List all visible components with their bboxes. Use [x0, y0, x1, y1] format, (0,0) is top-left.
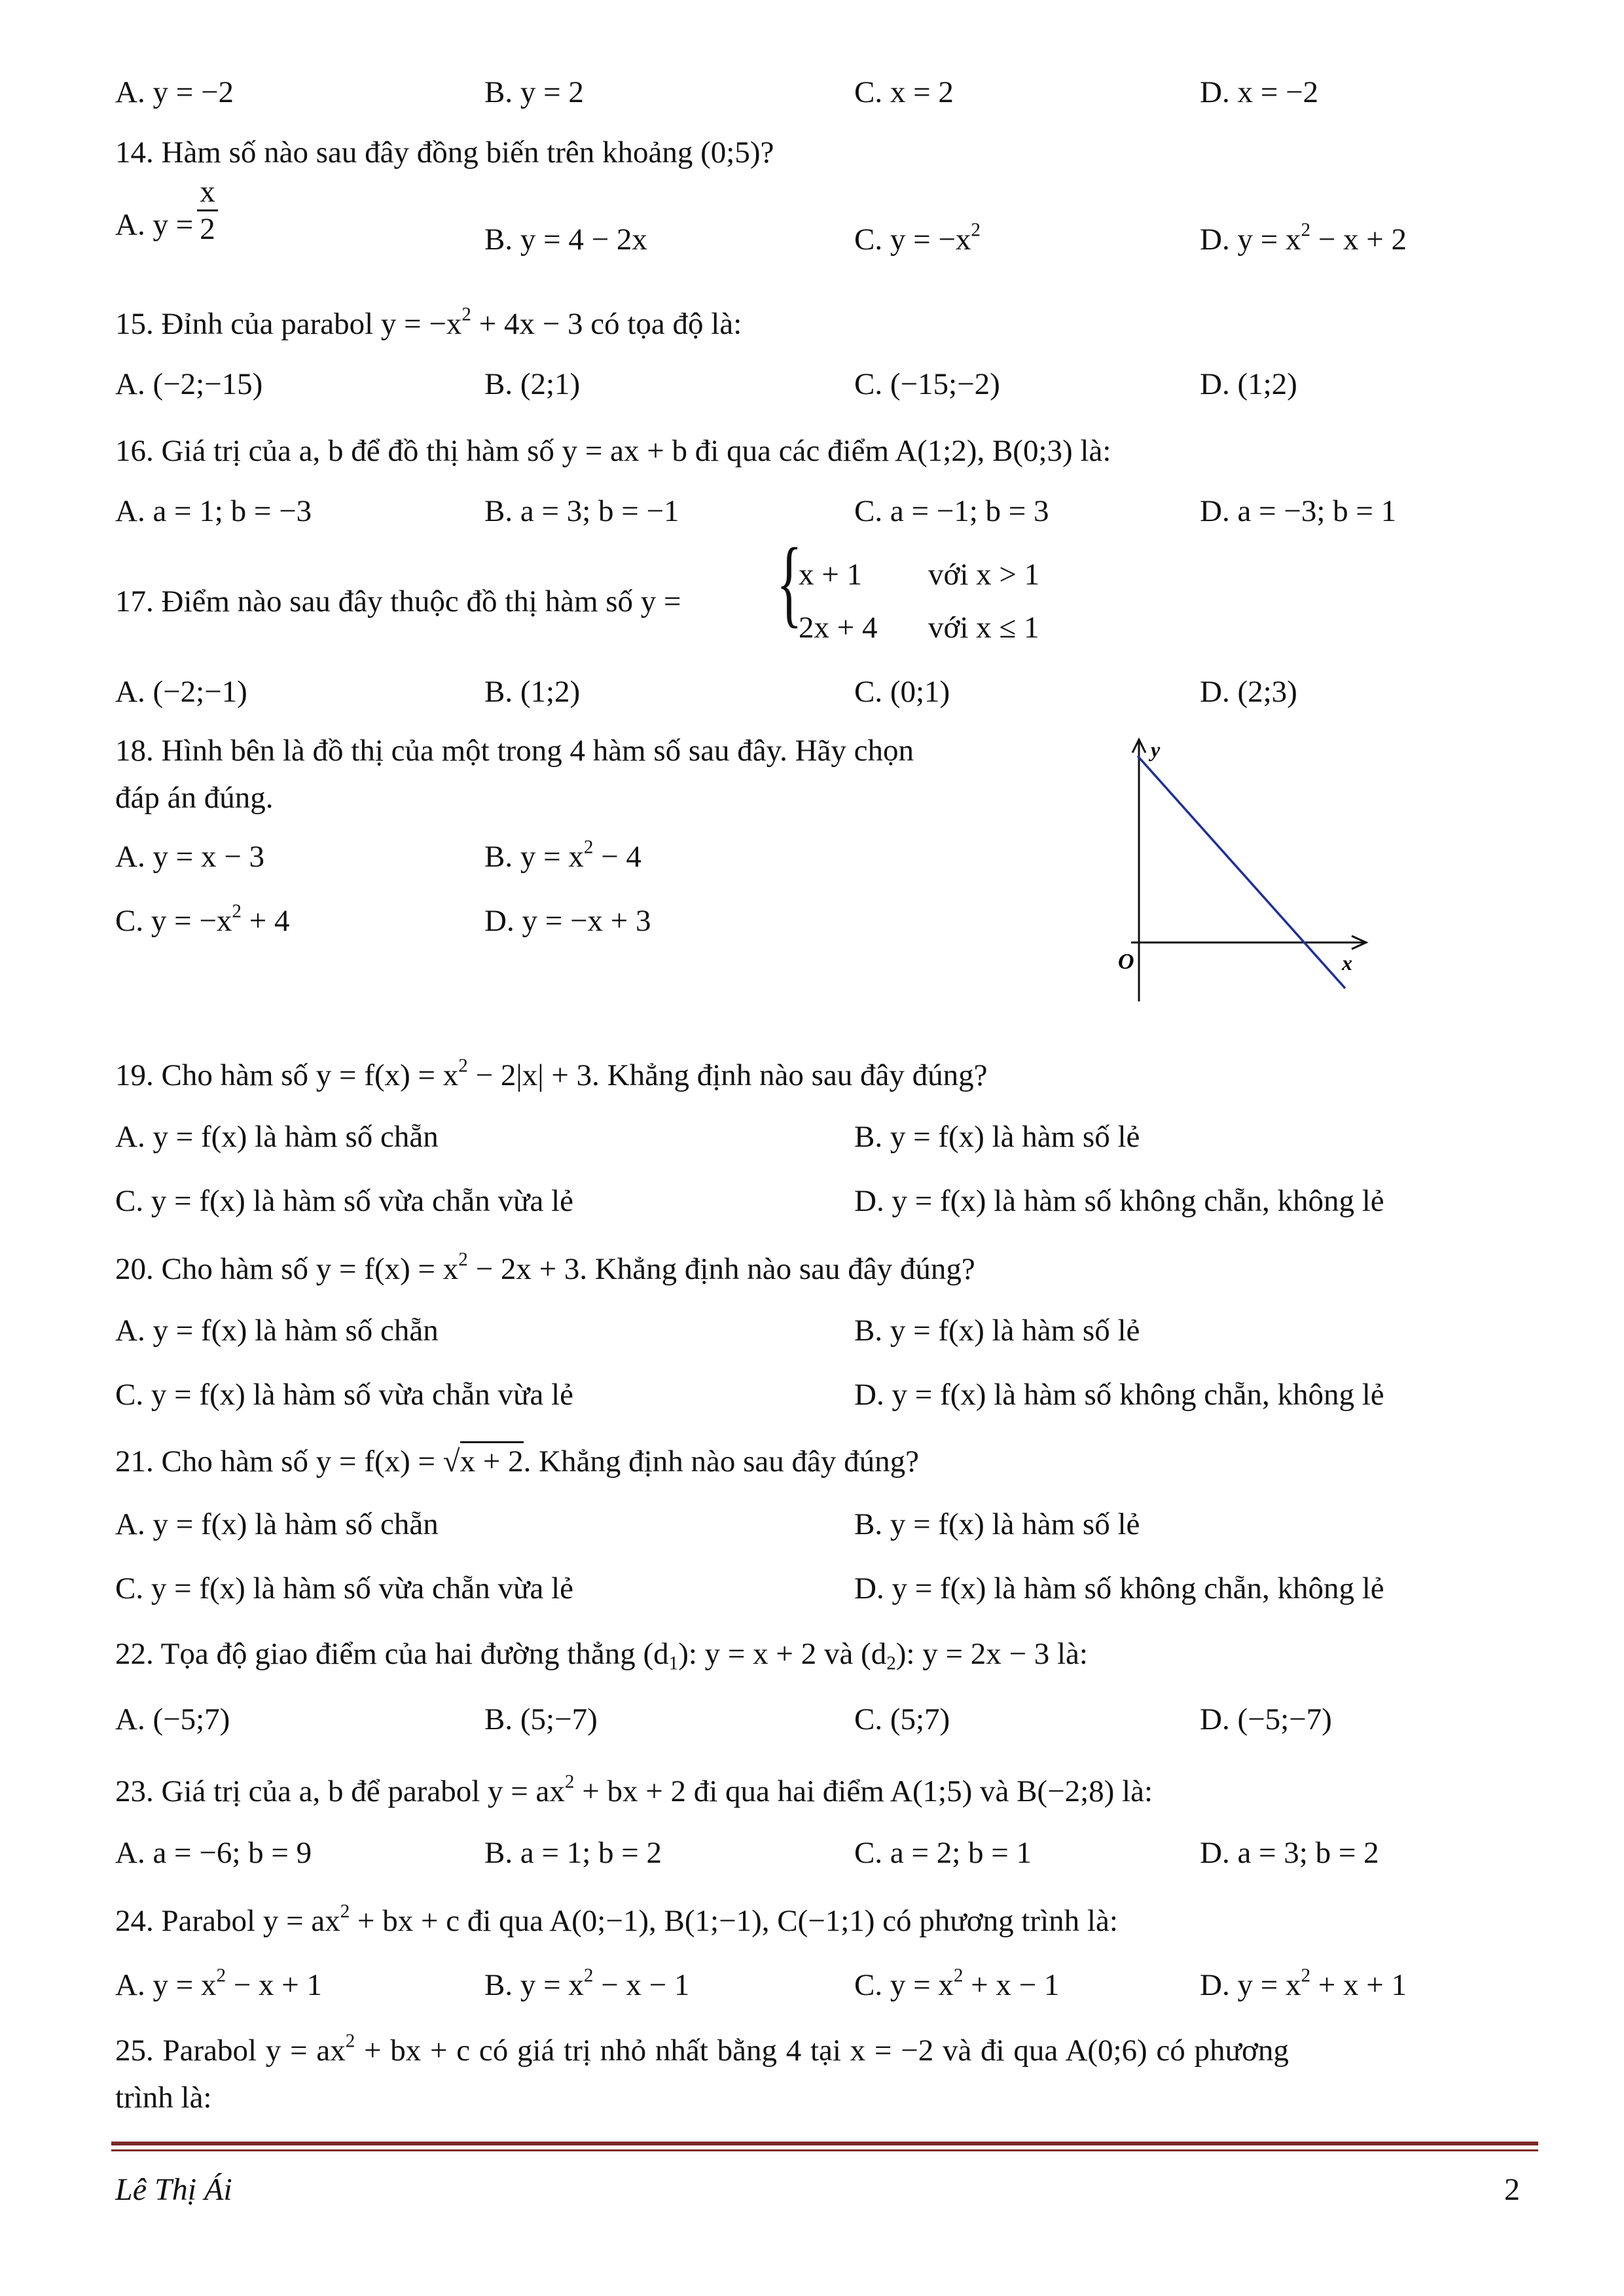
- q19-stem: 19. Cho hàm số $y = f(x) = x^2 - 2|x| + 3$. Khẳng định nào sau đây đúng?: [115, 1055, 988, 1092]
- q14-option-d: D. $y = x^2 - x + 2$: [1200, 219, 1407, 257]
- q18-graph: [1080, 733, 1394, 1008]
- q17-option-c: C. (0;1): [854, 675, 950, 709]
- q16-option-b: B. a = 3; b = −1: [484, 494, 679, 528]
- q24-option-a: A. $y = x^2 - x + 1$: [115, 1965, 323, 2002]
- q13-option-c: C. x = 2: [854, 75, 954, 109]
- q19-option-b: B. y = f(x) là hàm số lẻ: [854, 1120, 1140, 1154]
- q22-option-a: A. (−5;7): [115, 1702, 230, 1736]
- q16-option-c: C. a = −1; b = 3: [854, 494, 1049, 528]
- q16-stem: 16. Giá trị của a, b để đồ thị hàm số y = ax + b đi qua các điểm A(1;2), B(0;3) là:: [115, 434, 1111, 468]
- q22-option-d: D. (−5;−7): [1200, 1702, 1332, 1736]
- q14-option-a: A. y = $\frac{x}{2}$: [115, 208, 222, 247]
- q16-option-a: A. a = 1; b = −3: [115, 494, 312, 528]
- q17-stem: 17. Điểm nào sau đây thuộc đồ thị hàm số y =: [115, 584, 681, 619]
- q24-option-c: C. $y = x^2 + x - 1$: [854, 1965, 1060, 2002]
- graph-origin-label: O: [1118, 950, 1134, 974]
- q19-option-a: A. y = f(x) là hàm số chẵn: [115, 1120, 439, 1154]
- q13-option-d: D. x = −2: [1200, 75, 1318, 109]
- q25-stem-line2: trình là:: [115, 2081, 212, 2115]
- q13-option-a: A. y = −2: [115, 75, 234, 109]
- graph-x-label: x: [1342, 951, 1352, 975]
- q17-case1-cond: với x > 1: [928, 558, 1040, 592]
- q23-option-d: D. a = 3; b = 2: [1200, 1836, 1379, 1870]
- q20-option-a: A. y = f(x) là hàm số chẵn: [115, 1314, 439, 1348]
- q17-option-d: D. (2;3): [1200, 675, 1297, 709]
- q18-stem-line2: đáp án đúng.: [115, 781, 274, 815]
- q18-stem-line1: 18. Hình bên là đồ thị của một trong 4 hàm số sau đây. Hãy chọn: [115, 734, 914, 768]
- q15-option-d: D. (1;2): [1200, 367, 1297, 401]
- q16-option-d: D. a = −3; b = 1: [1200, 494, 1397, 528]
- footer-author: Lê Thị Ái: [115, 2172, 232, 2207]
- q19-option-d: D. y = f(x) là hàm số không chẵn, không lẻ: [854, 1184, 1384, 1218]
- footer-rule-thin: [111, 2149, 1538, 2151]
- q24-stem: 24. Parabol $y = ax^2$ + bx + c đi qua A(0;−1), B(1;−1), C(−1;1) có phương trình là:: [115, 1901, 1118, 1938]
- q17-case1-expr: x + 1: [799, 558, 863, 592]
- q21-option-b: B. y = f(x) là hàm số lẻ: [854, 1507, 1140, 1541]
- q18-option-a: A. y = x − 3: [115, 840, 264, 874]
- q22-option-b: B. (5;−7): [484, 1702, 598, 1736]
- q21-option-c: C. y = f(x) là hàm số vừa chẵn vừa lẻ: [115, 1571, 573, 1605]
- q23-option-b: B. a = 1; b = 2: [484, 1836, 662, 1870]
- q20-option-b: B. y = f(x) là hàm số lẻ: [854, 1314, 1140, 1348]
- q14-stem: 14. Hàm số nào sau đây đồng biến trên khoảng (0;5)?: [115, 135, 774, 170]
- q14-option-c: C. $y = -x^2$: [854, 219, 981, 257]
- q24-option-b: B. $y = x^2 - x - 1$: [484, 1965, 690, 2002]
- q20-option-c: C. y = f(x) là hàm số vừa chẵn vừa lẻ: [115, 1378, 573, 1412]
- q17-case2-cond: với x ≤ 1: [928, 611, 1039, 645]
- footer-page-number: 2: [1504, 2172, 1520, 2207]
- q23-option-a: A. a = −6; b = 9: [115, 1836, 312, 1870]
- graph-y-label: y: [1151, 738, 1161, 761]
- q15-option-b: B. (2;1): [484, 367, 581, 401]
- q17-option-b: B. (1;2): [484, 675, 581, 709]
- q21-option-a: A. y = f(x) là hàm số chẵn: [115, 1507, 439, 1541]
- q18-option-d: D. y = −x + 3: [484, 904, 651, 938]
- q15-option-c: C. (−15;−2): [854, 367, 1000, 401]
- q23-option-c: C. a = 2; b = 1: [854, 1836, 1032, 1870]
- q20-stem: 20. Cho hàm số $y = f(x) = x^2 - 2x + 3$. Khẳng định nào sau đây đúng?: [115, 1249, 975, 1286]
- q14-option-b: B. y = 4 − 2x: [484, 223, 647, 257]
- q15-option-a: A. (−2;−15): [115, 367, 263, 401]
- q18-option-b: B. $y = x^2 - 4$: [484, 836, 641, 874]
- q24-option-d: D. $y = x^2 + x + 1$: [1200, 1965, 1407, 2002]
- q21-stem: 21. Cho hàm số y = f(x) = √x + 2. Khẳng định nào sau đây đúng?: [115, 1446, 919, 1477]
- q17-case2-expr: 2x + 4: [799, 611, 878, 645]
- q19-option-c: C. y = f(x) là hàm số vừa chẵn vừa lẻ: [115, 1184, 573, 1218]
- q22-stem: 22. Tọa độ giao điểm của hai đường thẳng $(d_1)$: y = x + 2 và $(d_2)$: y = 2x − 3 là:: [115, 1637, 1088, 1674]
- graph-function-line: [1138, 756, 1345, 988]
- q20-option-d: D. y = f(x) là hàm số không chẵn, không lẻ: [854, 1378, 1384, 1412]
- q22-option-c: C. (5;7): [854, 1702, 950, 1736]
- q23-stem: 23. Giá trị của a, b để parabol $y = ax^2$ + bx + 2 đi qua hai điểm A(1;5) và B(−2;8) là:: [115, 1771, 1153, 1808]
- q25-stem: 25. Parabol $y = ax^2$ + bx + c có giá trị nhỏ nhất bằng 4 tại x = −2 và đi qua A(0;6) có phương: [115, 2030, 1289, 2068]
- q17-option-a: A. (−2;−1): [115, 675, 247, 709]
- q13-option-b: B. y = 2: [484, 75, 584, 109]
- q18-option-c: C. $y = -x^2 + 4$: [115, 901, 290, 938]
- footer-rule-thick: [111, 2142, 1538, 2145]
- q21-option-d: D. y = f(x) là hàm số không chẵn, không lẻ: [854, 1571, 1384, 1605]
- piecewise-brace: {: [776, 528, 803, 637]
- q15-stem: 15. Đỉnh của parabol $y = -x^2 + 4x - 3$ có tọa độ là:: [115, 304, 742, 341]
